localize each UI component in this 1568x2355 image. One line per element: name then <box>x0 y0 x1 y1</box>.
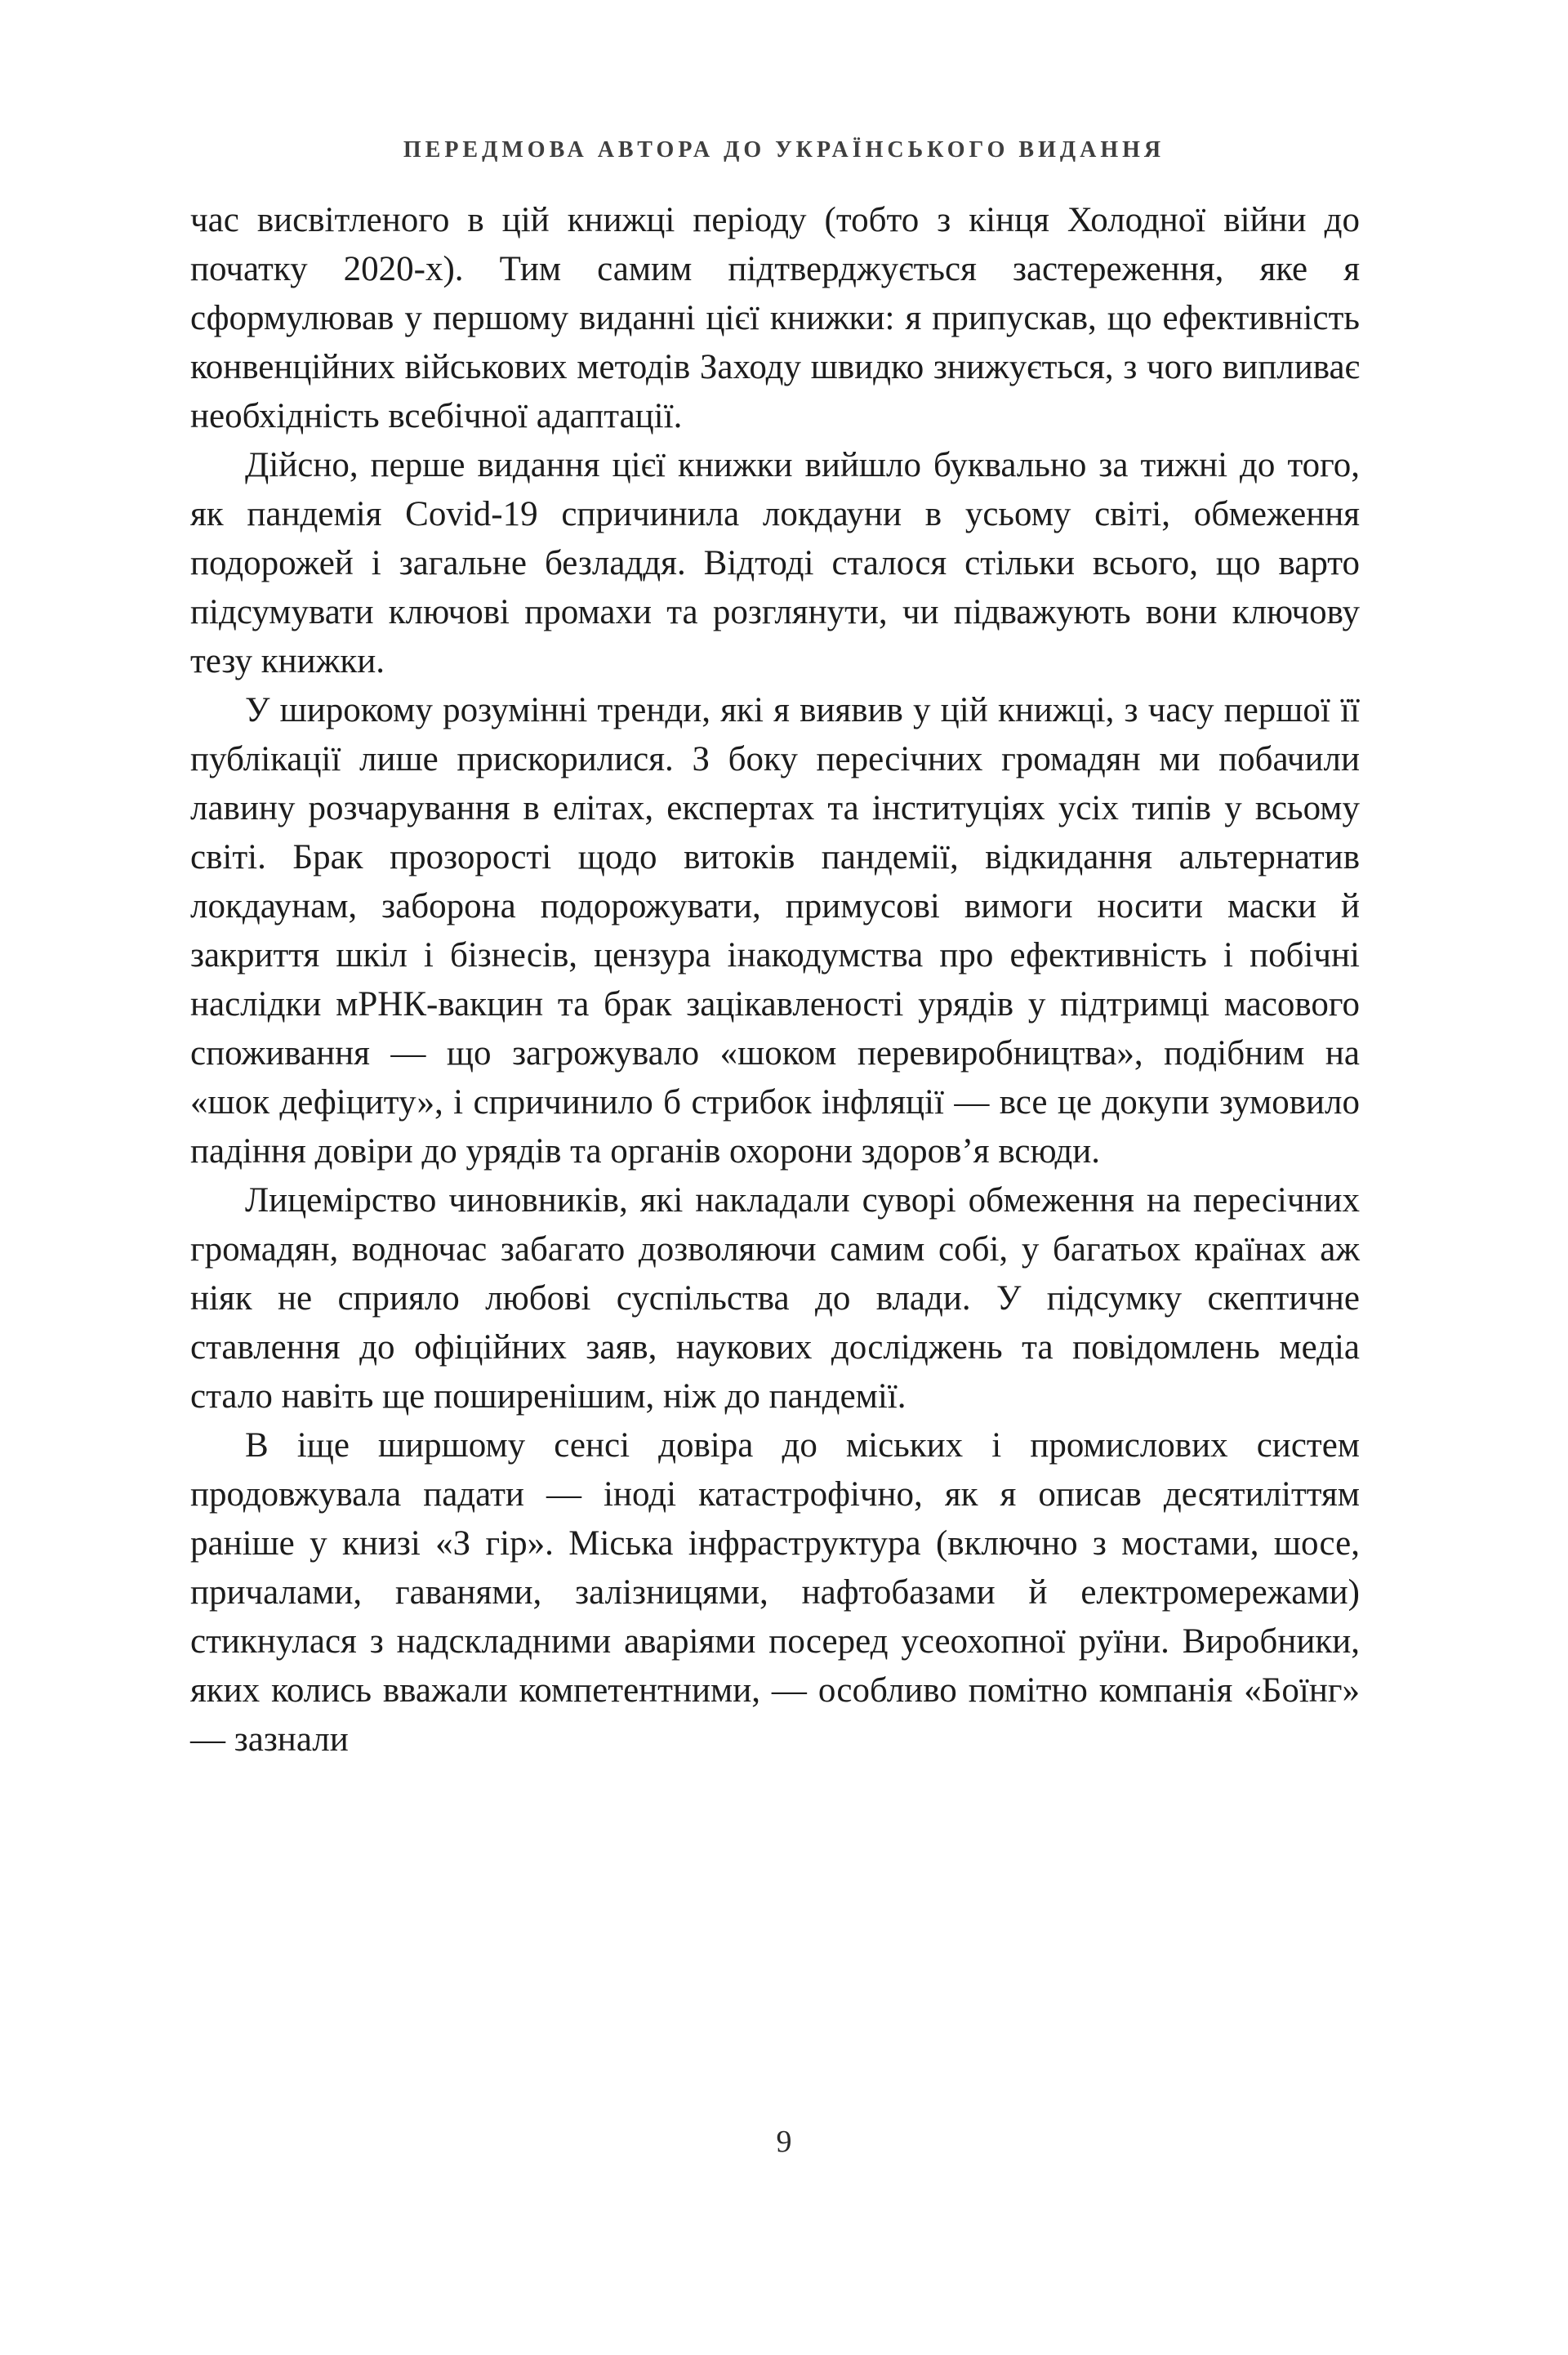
text-block <box>190 196 1360 1764</box>
body-paragraph: Лицемірство чиновників, які накладали суворі обмеження на пересічних громадян, водночас забагато дозволяючи самим собі, у багатьох країнах аж ніяк не сприяло любові суспільства до влади. У підсумку скептичне ставлення до офіційних заяв, наукових досліджень та повідомлень медіа стало навіть ще поширенішим, ніж до пандемії. <box>190 1181 1360 1416</box>
body-paragraph: Дійсно, перше видання цієї книжки вийшло буквально за тижні до того, як пандемія Covid-19 спричинила локдауни в усьому світі, обмеження подорожей і загальне безладдя. Відтоді сталося стільки всього, що варто підсумувати ключові промахи та розглянути, чи підважують вони ключову тезу книжки. <box>190 446 1360 680</box>
page-number: 9 <box>776 2125 792 2159</box>
body-paragraph: В іще ширшому сенсі довіра до міських і промислових систем продовжувала падати — іноді катастрофічно, як я описав десятиліттям раніше у книзі «З гір». Міська інфраструктура (включно з мостами, шосе, причалами, гаванями, залізницями, нафтобазами й електромережами) стикнулася з надскладними аваріями посеред усеохопної руїни. Виробники, яких колись вважали компетентними, — особливо помітно компанія «Боїнг» — зазнали <box>190 1426 1360 1759</box>
running-head: ПЕРЕДМОВА АВТОРА ДО УКРАЇНСЬКОГО ВИДАННЯ <box>403 137 1165 163</box>
body-paragraph: час висвітленого в цій книжці періоду (тобто з кінця Холодної війни до початку 2020-х). Тим самим підтверджується застереження, яке я сформулював у першому виданні цієї книжки: я припускав, що ефективність конвенційних військових методів Заходу швидко знижується, з чого випливає необхідність всебічної адаптації. <box>190 201 1360 435</box>
body-paragraph: У широкому розумінні тренди, які я виявив у цій книжці, з часу першої її публікації лише прискорилися. З боку пересічних громадян ми побачили лавину розчарування в елітах, експертах та інституціях усіх типів у всьому світі. Брак прозорості щодо витоків пандемії, відкидання альтернатив локдаунам, заборона подорожувати, примусові вимоги носити маски й закриття шкіл і бізнесів, цензура інакодумства про ефективність і побічні наслідки мРНК-вакцин та брак зацікавленості урядів у підтримці масового споживання — що загрожувало «шоком перевиробництва», подібним на «шок дефіциту», і спричинило б стрибок інфляції — все це докупи зумовило падіння довіри до урядів та органів охорони здоров’я всюди. <box>190 691 1360 1171</box>
